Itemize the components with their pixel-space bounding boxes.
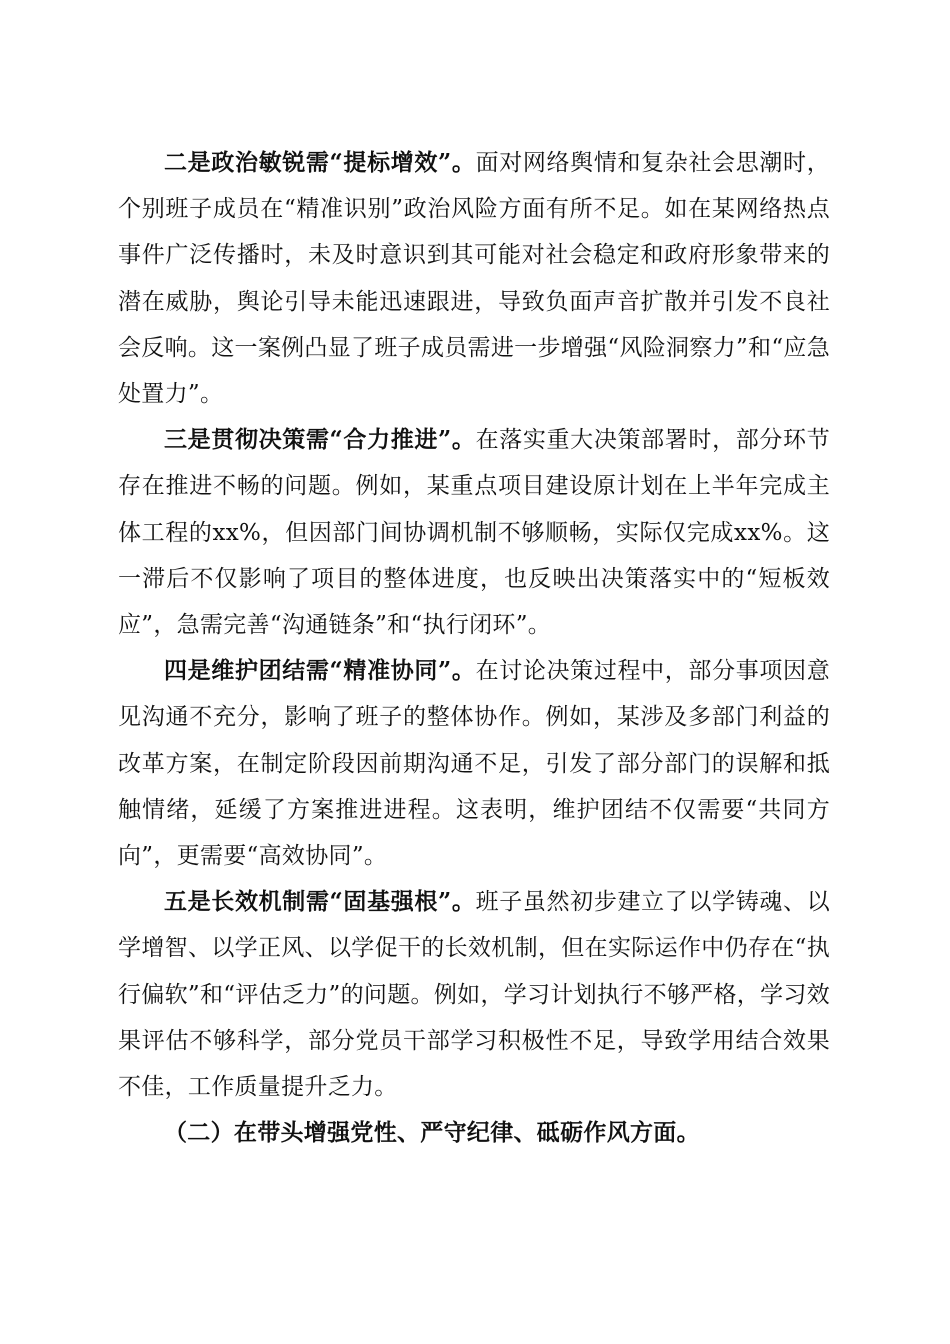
paragraph-text: 在讨论决策过程中，部分事项因意见沟通不充分，影响了班子的整体协作。例如，某涉及多部门利益的改革方案，在制定阶段因前期沟通不足，引发了部分部门的误解和抵触情绪，延缓了方案推进进程。这表明，维护团结不仅需要“共同方向”，更需要“高效协同”。 — [118, 658, 830, 870]
document-body — [118, 140, 830, 1156]
paragraph-lead: 五是长效机制需“固基强根”。 — [164, 888, 476, 916]
paragraph-unity-coordination — [118, 648, 830, 879]
paragraph-text: 面对网络舆情和复杂社会思潮时，个别班子成员在“精准识别”政治风险方面有所不足。如在某网络热点事件广泛传播时，未及时意识到其可能对社会稳定和政府形象带来的潜在威胁，舆论引导未能迅速跟进，导致负面声音扩散并引发不良社会反响。这一案例凸显了班子成员需进一步增强“风险洞察力”和“应急处置力”。 — [118, 150, 830, 408]
paragraph-political-sensitivity — [118, 140, 830, 417]
paragraph-lead: 四是维护团结需“精准协同”。 — [164, 657, 476, 685]
paragraph-lead: 二是政治敏锐需“提标增效”。 — [164, 149, 476, 176]
paragraph-text: 班子虽然初步建立了以学铸魂、以学增智、以学正风、以学促干的长效机制，但在实际运作中仍存在“执行偏软”和“评估乏力”的问题。例如，学习计划执行不够严格，学习效果评估不够科学，部分党员干部学习积极性不足，导致学用结合效果不佳，工作质量提升乏力。 — [118, 889, 830, 1101]
paragraph-long-term-mechanism — [118, 879, 830, 1110]
paragraph-text: 在落实重大决策部署时，部分环节存在推进不畅的问题。例如，某重点项目建设原计划在上半年完成主体工程的xx%，但因部门间协调机制不够顺畅，实际仅完成xx%。这一滞后不仅影响了项目的整体进度，也反映出决策落实中的“短板效应”，急需完善“沟通链条”和“执行闭环”。 — [118, 427, 830, 639]
section-heading: （二）在带头增强党性、严守纪律、砥砺作风方面。 — [164, 1119, 700, 1147]
paragraph-lead: 三是贯彻决策需“合力推进”。 — [164, 426, 476, 454]
paragraph-decision-implementation — [118, 417, 830, 648]
